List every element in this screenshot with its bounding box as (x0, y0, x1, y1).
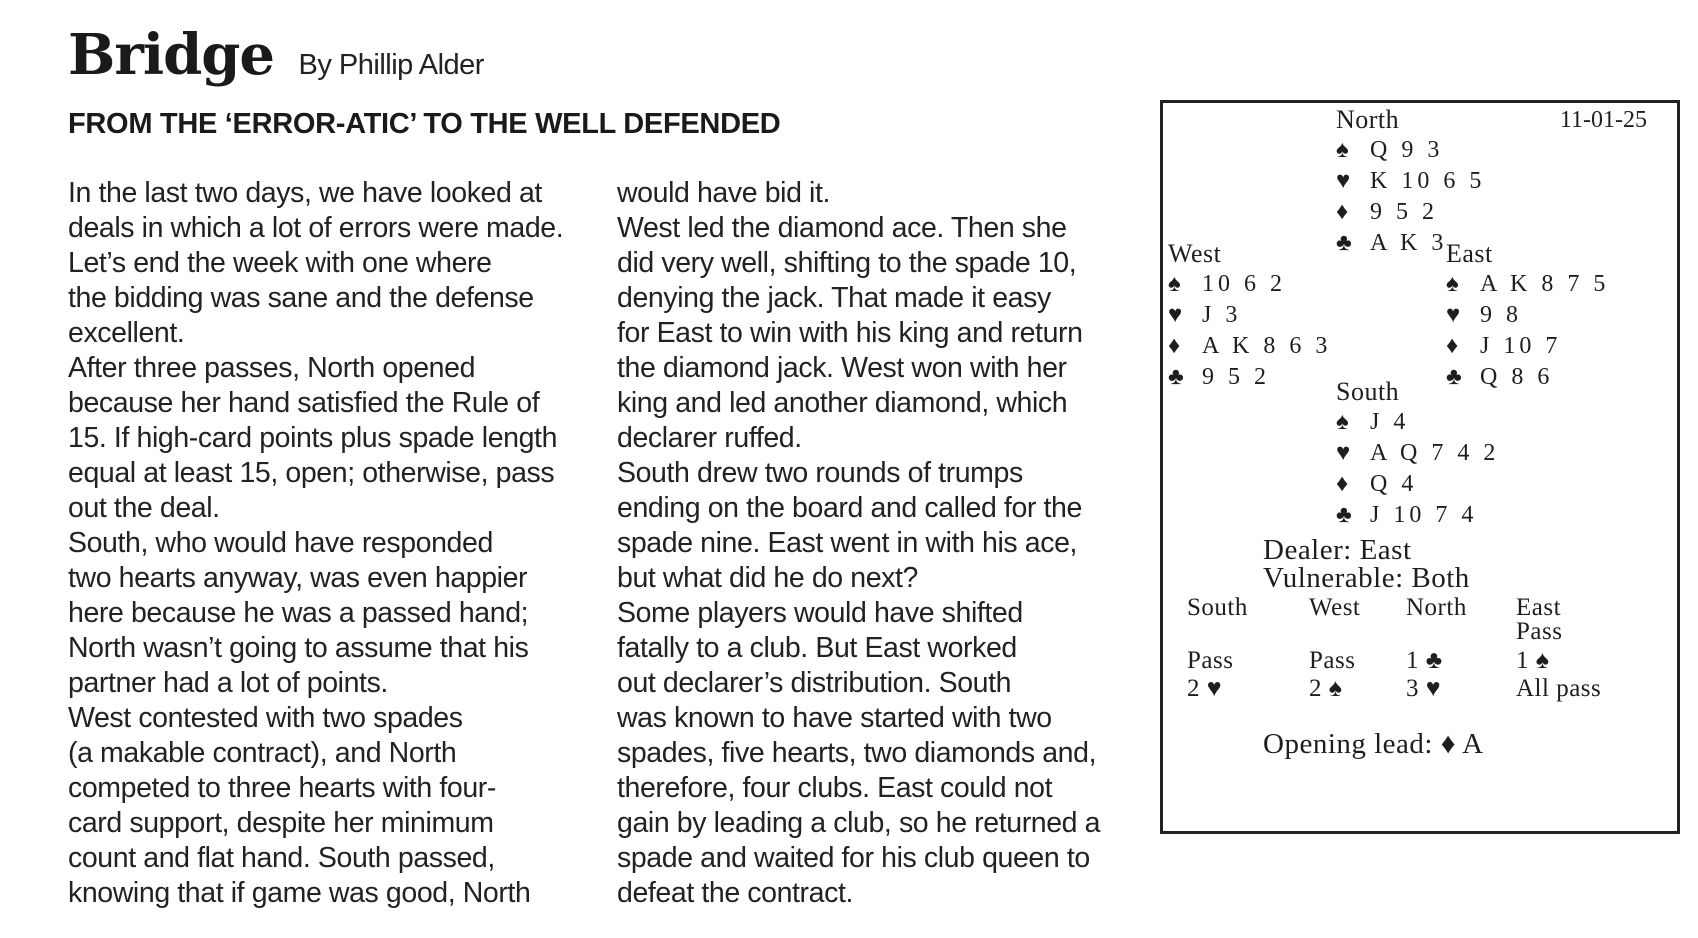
south-diamonds-holding (1336, 469, 1499, 500)
article-line: West led the diamond ace. Then she (617, 212, 1067, 244)
heart-icon: ♥ (1168, 302, 1183, 328)
article-line: but what did he do next? (617, 562, 918, 594)
auction-bid: Pass (1309, 647, 1356, 674)
diamond-icon: ♦ (1336, 471, 1349, 497)
article-line: card support, despite her minimum (68, 807, 494, 839)
article-line: Some players would have shifted (617, 597, 1023, 629)
south-hand (1336, 407, 1499, 531)
cards: A K 8 7 5 (1480, 271, 1610, 297)
south-label: South (1336, 377, 1400, 406)
article-line: defeat the contract. (617, 877, 853, 909)
article-line: 15. If high-card points plus spade length (68, 422, 558, 454)
article-line: South, who would have responded (68, 527, 493, 559)
west-hearts-holding (1168, 300, 1331, 331)
opening-lead: Opening lead: ♦ A (1263, 728, 1484, 760)
diagram-date: 11-01-25 (1559, 107, 1647, 133)
spade-icon: ♠ (1446, 271, 1459, 297)
club-icon: ♣ (1446, 364, 1462, 390)
club-icon: ♣ (1336, 502, 1352, 528)
east-diamonds-holding (1446, 331, 1609, 362)
bridge-diagram (1160, 100, 1680, 834)
auction-bid: 2 ♥ (1187, 675, 1223, 702)
cards: A K 3 (1370, 230, 1448, 256)
article-line: North wasn’t going to assume that his (68, 632, 529, 664)
article-line: count and flat hand. South passed, (68, 842, 495, 874)
auction-bid: Pass (1187, 647, 1234, 674)
cards: A K 8 6 3 (1202, 333, 1332, 359)
cards: Q 9 3 (1370, 137, 1444, 163)
article-column-2 (617, 176, 1162, 911)
auction-bid: 1 ♣ (1406, 647, 1443, 674)
cards: J 10 7 (1480, 333, 1562, 359)
north-spades-holding (1336, 135, 1485, 166)
cards: 9 5 2 (1370, 199, 1438, 225)
article-line: competed to three hearts with four- (68, 772, 496, 804)
west-diamonds-holding (1168, 331, 1331, 362)
cards: 9 8 (1480, 302, 1522, 328)
auction-bid: All pass (1516, 675, 1602, 702)
spade-icon: ♠ (1336, 137, 1349, 163)
auction-bid: 2 ♠ (1309, 675, 1343, 702)
article-line: was known to have started with two (617, 702, 1052, 734)
article-line: out declarer’s distribution. South (617, 667, 1012, 699)
article-line: West contested with two spades (68, 702, 463, 734)
auction-header-north: North (1406, 594, 1467, 621)
article-line: equal at least 15, open; otherwise, pass (68, 457, 555, 489)
article-line: excellent. (68, 317, 185, 349)
article-line: In the last two days, we have looked at (68, 177, 542, 209)
article-line: two hearts anyway, was even happier (68, 562, 528, 594)
auction-bid: 1 ♠ (1516, 647, 1550, 674)
article-line: ending on the board and called for the (617, 492, 1082, 524)
west-spades-holding (1168, 269, 1331, 300)
east-clubs-holding (1446, 362, 1609, 393)
diamond-icon: ♦ (1168, 333, 1181, 359)
article-line: spade and waited for his club queen to (617, 842, 1090, 874)
cards: Q 4 (1370, 471, 1418, 497)
west-label: West (1168, 239, 1222, 268)
article-line: declarer ruffed. (617, 422, 802, 454)
auction-east-pass: Pass (1516, 618, 1563, 645)
article-line: deals in which a lot of errors were made. (68, 212, 564, 244)
article-line: After three passes, North opened (68, 352, 476, 384)
east-label: East (1446, 239, 1493, 268)
column-title: Bridge (68, 22, 275, 88)
article-line: did very well, shifting to the spade 10, (617, 247, 1077, 279)
heart-icon: ♥ (1336, 168, 1351, 194)
east-spades-holding (1446, 269, 1609, 300)
article-line: here because he was a passed hand; (68, 597, 529, 629)
vulnerable-info: Vulnerable: Both (1263, 562, 1470, 594)
cards: A Q 7 4 2 (1370, 440, 1500, 466)
east-hearts-holding (1446, 300, 1609, 331)
north-label: North (1336, 105, 1400, 134)
auction-header-west: West (1309, 594, 1361, 621)
article-line: (a makable contract), and North (68, 737, 457, 769)
article-line: for East to win with his king and return (617, 317, 1083, 349)
article-line: gain by leading a club, so he returned a (617, 807, 1101, 839)
byline: By Phillip Alder (298, 49, 484, 81)
auction-header-south: South (1187, 594, 1248, 621)
north-diamonds-holding (1336, 197, 1485, 228)
article-line: Let’s end the week with one where (68, 247, 492, 279)
article-line: spade nine. East went in with his ace, (617, 527, 1078, 559)
article-line: fatally to a club. But East worked (617, 632, 1017, 664)
club-icon: ♣ (1168, 364, 1184, 390)
article-line: out the deal. (68, 492, 220, 524)
article-column-1 (68, 176, 608, 911)
article-line: the diamond jack. West won with her (617, 352, 1067, 384)
east-hand (1446, 269, 1609, 393)
article-line: because her hand satisfied the Rule of (68, 387, 540, 419)
west-clubs-holding (1168, 362, 1331, 393)
cards: J 10 7 4 (1370, 502, 1478, 528)
article-line: therefore, four clubs. East could not (617, 772, 1053, 804)
west-hand (1168, 269, 1331, 393)
south-spades-holding (1336, 407, 1499, 438)
dealer-info: Dealer: East (1263, 534, 1412, 566)
cards: J 3 (1202, 302, 1242, 328)
auction-header-east: East (1516, 594, 1562, 621)
south-clubs-holding (1336, 500, 1499, 531)
heart-icon: ♥ (1336, 440, 1351, 466)
heart-icon: ♥ (1446, 302, 1461, 328)
article-line: the bidding was sane and the defense (68, 282, 534, 314)
cards: J 4 (1370, 409, 1410, 435)
cards: 10 6 2 (1202, 271, 1286, 297)
masthead (68, 22, 484, 88)
diamond-icon: ♦ (1336, 199, 1349, 225)
diamond-icon: ♦ (1446, 333, 1459, 359)
article-line: king and led another diamond, which (617, 387, 1068, 419)
cards: Q 8 6 (1480, 364, 1554, 390)
club-icon: ♣ (1336, 230, 1352, 256)
spade-icon: ♠ (1336, 409, 1349, 435)
headline: FROM THE ‘ERROR-ATIC’ TO THE WELL DEFENDED (68, 108, 781, 140)
article-line: knowing that if game was good, North (68, 877, 531, 909)
article-line: partner had a lot of points. (68, 667, 388, 699)
auction-bid: 3 ♥ (1406, 675, 1442, 702)
spade-icon: ♠ (1168, 271, 1181, 297)
cards: 9 5 2 (1202, 364, 1270, 390)
north-hearts-holding (1336, 166, 1485, 197)
article-line: denying the jack. That made it easy (617, 282, 1051, 314)
article-line: would have bid it. (617, 177, 831, 209)
south-hearts-holding (1336, 438, 1499, 469)
article-line: spades, five hearts, two diamonds and, (617, 737, 1097, 769)
cards: K 10 6 5 (1370, 168, 1486, 194)
article-line: South drew two rounds of trumps (617, 457, 1023, 489)
